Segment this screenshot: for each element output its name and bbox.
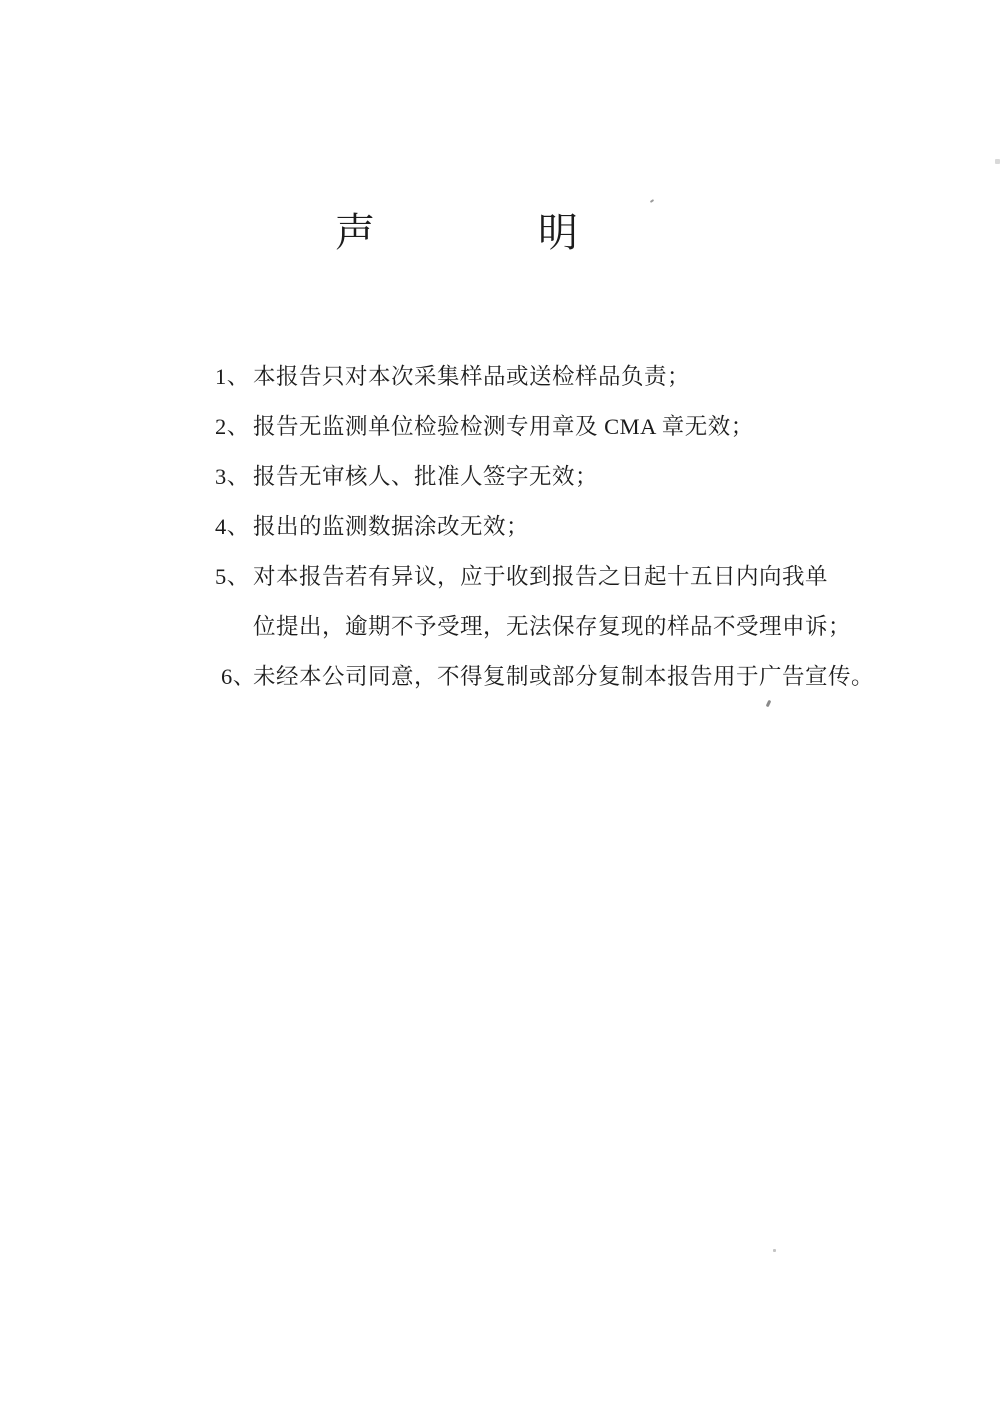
list-item-text: 位提出，逾期不予受理，无法保存复现的样品不受理申诉； [253, 614, 852, 639]
list-item [215, 550, 875, 600]
scan-artifact [766, 700, 772, 708]
declaration-list [215, 350, 875, 700]
list-item-text: 未经本公司同意，不得复制或部分复制本报告用于广告宣传。 [253, 664, 875, 689]
title-char: 声 [335, 210, 375, 255]
page-title [335, 210, 578, 255]
scan-artifact [995, 159, 1000, 164]
list-item-number: 4、 [215, 514, 250, 539]
scan-artifact [773, 1249, 776, 1252]
list-item-text: 本报告只对本次采集样品或送检样品负责； [253, 364, 691, 389]
list-item [215, 350, 875, 400]
list-item-continuation [215, 600, 875, 650]
list-item-number: 3、 [215, 464, 250, 489]
list-item-number: 6、 [221, 664, 256, 689]
list-item [215, 500, 875, 550]
list-item [215, 400, 875, 450]
list-item [215, 450, 875, 500]
list-item-text: 对本报告若有异议，应于收到报告之日起十五日内向我单 [253, 564, 829, 589]
scan-artifact [650, 199, 654, 203]
list-item-number: 2、 [215, 414, 250, 439]
list-item-number: 5、 [215, 564, 250, 589]
list-item-text: 报出的监测数据涂改无效； [253, 514, 530, 539]
list-item-text: 报告无监测单位检验检测专用章及 CMA 章无效； [253, 414, 754, 439]
list-item [215, 650, 875, 700]
title-char: 明 [538, 210, 578, 255]
list-item-text: 报告无审核人、批准人签字无效； [253, 464, 599, 489]
list-item-number: 1、 [215, 364, 250, 389]
